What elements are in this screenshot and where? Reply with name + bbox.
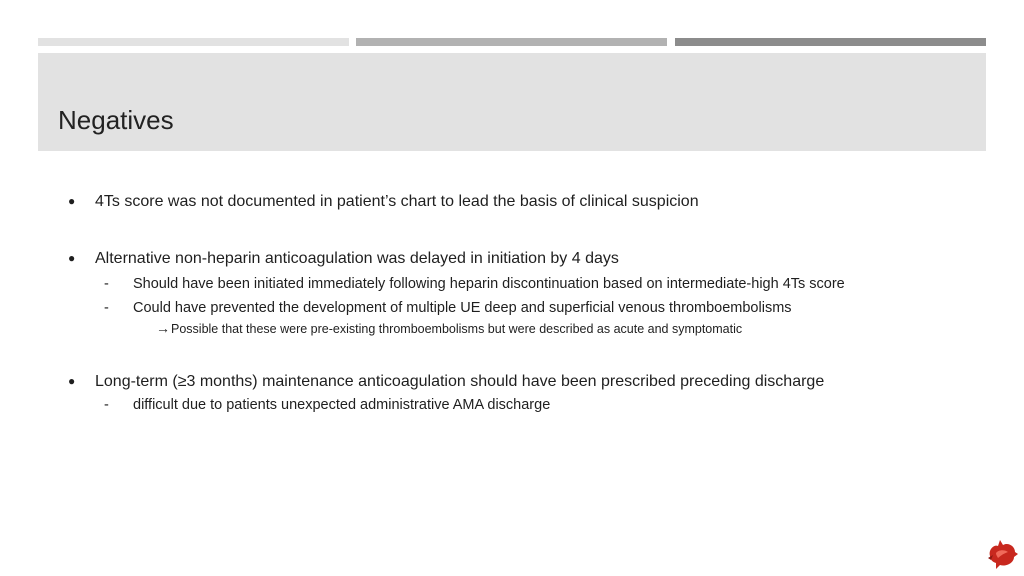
sub-bullet-marker: - xyxy=(104,397,109,413)
bullet-text: Long-term (≥3 months) maintenance anticoagulation should have been prescribed preceding discharge xyxy=(95,373,825,390)
sub-bullet-text: Could have prevented the development of multiple UE deep and superficial venous thromboembolisms xyxy=(133,300,792,316)
sub-bullet-marker: - xyxy=(104,276,109,292)
bullet-marker: ● xyxy=(68,374,76,388)
slide-title: Negatives xyxy=(58,105,174,135)
bullet-marker: ● xyxy=(68,194,76,208)
bullet-text: Alternative non-heparin anticoagulation was delayed in initiation by 4 days xyxy=(95,250,619,267)
hospital-logo-icon xyxy=(984,536,1020,572)
sub-sub-bullet-text: Possible that these were pre-existing thromboembolisms but were described as acute and symptomatic xyxy=(171,322,743,336)
sub-bullet-marker: - xyxy=(104,300,109,316)
arrow-icon: → xyxy=(156,320,170,336)
sub-bullet-text: Should have been initiated immediately following heparin discontinuation based on intermediate-high 4Ts score xyxy=(133,276,845,292)
bullet-text: 4Ts score was not documented in patient’s chart to lead the basis of clinical suspicion xyxy=(95,193,699,210)
bullet-marker: ● xyxy=(68,251,76,265)
sub-bullet-text: difficult due to patients unexpected administrative AMA discharge xyxy=(133,397,551,413)
